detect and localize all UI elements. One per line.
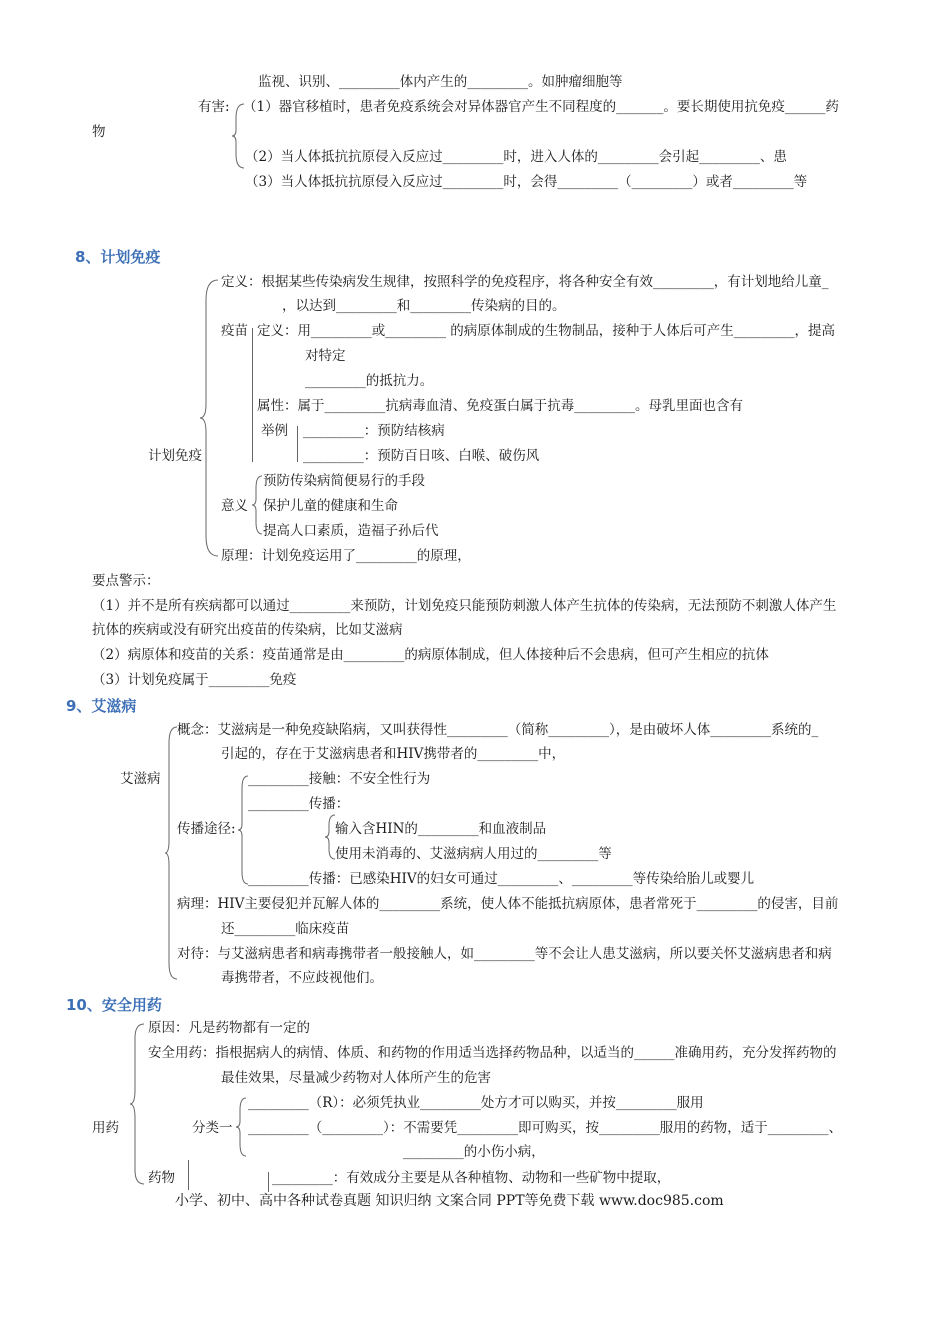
classify-label: 分类一 bbox=[192, 1120, 233, 1136]
vaccine-attr: 属性：属于_________抗病毒血清、免疫蛋白属于抗毒_________。母乳里面也含有 bbox=[257, 398, 743, 414]
harm-label: 有害: bbox=[198, 99, 230, 115]
vaccine-def-2: 对特定 bbox=[305, 348, 346, 364]
aids-concept-2: 引起的，存在于艾滋病患者和HIV携带者的_________中， bbox=[221, 746, 566, 762]
vaccine-def-3: _________的抵抗力。 bbox=[305, 373, 434, 389]
harm-item-2: （2）当人体抵抗抗原侵入反应过_________时，进入人体的_________会引起_________、患 bbox=[245, 149, 787, 165]
safe-use-1: 安全用药：指根据病人的病情、体质、和药物的作用适当选择药物品种，以适当的______准确用药，充分发挥药物的 bbox=[148, 1045, 837, 1061]
route-2b: 使用未消毒的、艾滋病病人用过的_________等 bbox=[335, 846, 612, 862]
vaccine-def-1: 定义：用_________或_________ 的病原体制成的生物制品，接种于人体后可产生_________，提高 bbox=[257, 323, 836, 339]
harm-item-1: （1）器官移植时，患者免疫系统会对异体器官产生不同程度的_______。要长期使用抗免疫______药 bbox=[243, 99, 839, 115]
classify-brace bbox=[236, 1098, 248, 1156]
meaning-3: 提高人口素质，造福子孙后代 bbox=[263, 523, 439, 539]
harm-item-3: （3）当人体抵抗抗原侵入反应过_________时，会得_________（_________）或者_________等 bbox=[245, 174, 808, 190]
drug-label: 药物 bbox=[148, 1170, 175, 1186]
aids-concept-1: 概念：艾滋病是一种免疫缺陷病，又叫获得性_________（简称_________），是由破坏人体_________系统的_ bbox=[177, 722, 819, 738]
meaning-2: 保护儿童的健康和生命 bbox=[263, 498, 398, 514]
route-label: 传播途径: bbox=[177, 821, 236, 837]
aids-root: 艾滋病 bbox=[120, 771, 161, 787]
safe-use-2: 最佳效果，尽量减少药物对人体所产生的危害 bbox=[221, 1070, 491, 1086]
note-2: （2）病原体和疫苗的关系：疫苗通常是由_________的病原体制成，但人体接种后不会患病，但可产生相应的抗体 bbox=[92, 647, 769, 663]
example-label: 举例 bbox=[261, 423, 288, 439]
meaning-label: 意义 bbox=[221, 498, 248, 514]
aids-brace bbox=[165, 727, 179, 979]
example-1: _________：预防结核病 bbox=[303, 423, 445, 439]
immune-monitor-line: 监视、识别、_________体内产生的_________。如肿瘤细胞等 bbox=[258, 74, 623, 90]
note-3: （3）计划免疫属于_________免疫 bbox=[92, 672, 297, 688]
classify-1: _________（R）：必须凭执业_________处方才可以购买，并按_________服用 bbox=[248, 1095, 704, 1111]
medicine-reason: 原因：凡是药物都有一定的 bbox=[148, 1020, 310, 1036]
aids-pathology-1: 病理：HIV主要侵犯并瓦解人体的_________系统，使人体不能抵抗病原体，患者常死于_________的侵害，目前 bbox=[177, 896, 839, 912]
plan-principle: 原理：计划免疫运用了_________的原理， bbox=[221, 548, 471, 564]
classify-3: _________的小伤小病， bbox=[403, 1144, 545, 1160]
note-1a: （1）并不是所有疾病都可以通过_________来预防，计划免疫只能预防刺激人体产生抗体的传染病，无法预防不刺激人体产生 bbox=[92, 598, 837, 614]
plan-immunity-brace bbox=[200, 280, 220, 556]
route-2a: 输入含HIN的_________和血液制品 bbox=[335, 821, 547, 837]
aids-attitude-1: 对待：与艾滋病患者和病毒携带者一般接触人，如_________等不会让人患艾滋病，所以要关怀艾滋病患者和病 bbox=[177, 946, 832, 962]
route-2: _________传播： bbox=[248, 796, 350, 812]
drug-sub-bracket bbox=[268, 1172, 269, 1194]
route-brace bbox=[238, 776, 250, 884]
medicine-root: 用药 bbox=[92, 1120, 119, 1136]
aids-attitude-2: 毒携带者，不应歧视他们。 bbox=[221, 970, 383, 986]
plan-def-1: 定义：根据某些传染病发生规律，按照科学的免疫程序，将各种安全有效_________，有计划地给儿童_ bbox=[221, 274, 829, 290]
note-1b: 抗体的疾病或没有研究出疫苗的传染病，比如艾滋病 bbox=[92, 622, 403, 638]
example-bracket bbox=[297, 426, 298, 462]
vaccine-label: 疫苗 bbox=[221, 323, 248, 339]
section-8-heading: 8、计划免疫 bbox=[75, 248, 161, 266]
section-9-heading: 9、艾滋病 bbox=[66, 697, 137, 715]
plan-def-2: ，以达到_________和_________传染病的目的。 bbox=[282, 298, 566, 314]
classify-2: _________（_________）：不需要凭_________即可购买，按_________服用的药物，适于_________、 bbox=[248, 1120, 842, 1136]
vaccine-bracket bbox=[252, 328, 253, 462]
harm-item-1-cont: 物 bbox=[92, 124, 106, 140]
footer-banner: 小学、初中、高中各种试卷真题 知识归纳 文案合同 PPT等免费下载 www.doc985.com bbox=[175, 1193, 724, 1209]
medicine-brace bbox=[130, 1024, 146, 1184]
drug-bracket bbox=[188, 1160, 189, 1190]
aids-pathology-2: 还_________临床疫苗 bbox=[221, 921, 350, 937]
route-3: _________传播：已感染HIV的妇女可通过_________、_________等传染给胎儿或婴儿 bbox=[248, 871, 755, 887]
drug-type-1: _________：有效成分主要是从各种植物、动物和一些矿物中提取， bbox=[272, 1170, 671, 1186]
example-2: _________：预防百日咳、白喉、破伤风 bbox=[303, 448, 540, 464]
plan-immunity-root: 计划免疫 bbox=[148, 448, 202, 464]
meaning-1: 预防传染病简便易行的手段 bbox=[263, 473, 425, 489]
section-10-heading: 10、安全用药 bbox=[66, 996, 162, 1014]
notes-title: 要点警示： bbox=[92, 573, 160, 589]
route-1: _________接触：不安全性行为 bbox=[248, 771, 431, 787]
